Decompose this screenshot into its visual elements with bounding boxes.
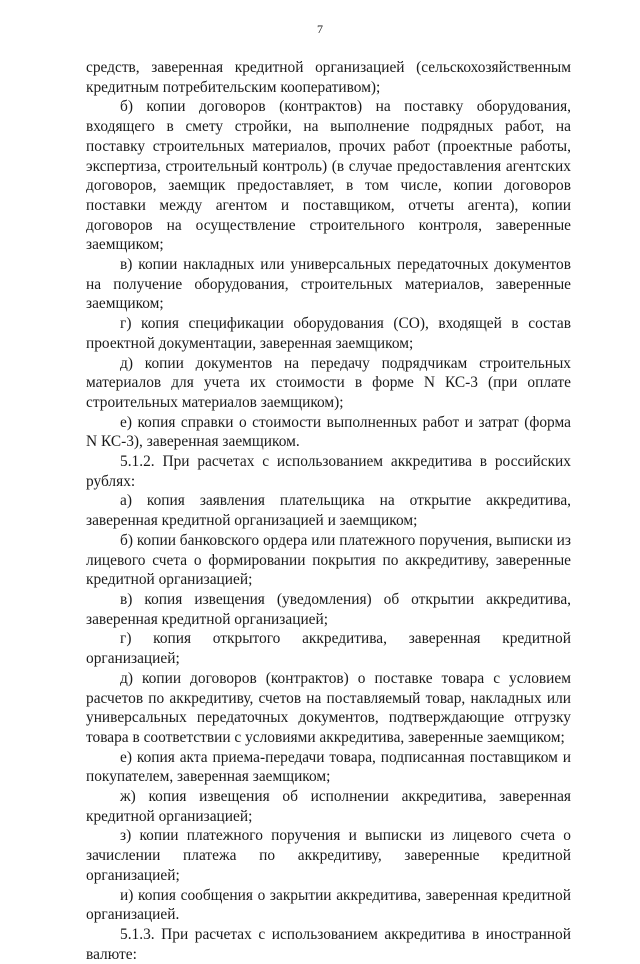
page-number: 7 <box>317 22 323 36</box>
paragraph: е) копия акта приема-передачи товара, подписанная поставщиком и покупателем, заверенная заемщиком; <box>86 748 571 786</box>
paragraph: д) копии документов на передачу подрядчикам строительных материалов для учета их стоимости в форме N КС-3 (при оплате строительных материалов заемщиком); <box>86 354 571 411</box>
section-heading: 5.1.3. При расчетах с использованием аккредитива в иностранной валюте: <box>86 925 571 963</box>
paragraph: е) копия справки о стоимости выполненных работ и затрат (форма N КС-3), заверенная заемщиком. <box>86 413 571 451</box>
paragraph: и) копия сообщения о закрытии аккредитива, заверенная кредитной организацией. <box>86 886 571 924</box>
paragraph: г) копия спецификации оборудования (СО), входящей в состав проектной документации, заверенная заемщиком; <box>86 315 571 352</box>
paragraph: в) копия извещения (уведомления) об открытии аккредитива, заверенная кредитной организацией; <box>86 590 571 628</box>
document-body <box>86 58 571 964</box>
paragraph: б) копии договоров (контрактов) на поставку оборудования, входящего в смету стройки, на выполнение подрядных работ, на поставку строительных материалов, прочих работ (проектные работы, экспертиза, строительный контроль) (в случае предоставления агентских договоров, заемщик предоставляет, в том числе, копии договоров поставки между агентом и поставщиком, отчеты агента), копии договоров на осуществление строительного контроля, заверенные заемщиком; <box>86 98 571 254</box>
paragraph: в) копии накладных или универсальных передаточных документов на получение оборудования, строительных материалов, заверенные заемщиком; <box>86 256 571 313</box>
section-heading: 5.1.2. При расчетах с использованием аккредитива в российских рублях: <box>86 453 571 490</box>
paragraph: средств, заверенная кредитной организацией (сельскохозяйственным кредитным потребительским кооперативом); <box>86 59 571 96</box>
paragraph: з) копии платежного поручения и выписки из лицевого счета о зачислении платежа по аккредитиву, заверенные кредитной организацией; <box>86 827 571 884</box>
paragraph: ж) копия извещения об исполнении аккредитива, заверенная кредитной организацией; <box>86 788 571 825</box>
paragraph: а) копия заявления плательщика на открытие аккредитива, заверенная кредитной организацией и заемщиком; <box>86 492 571 530</box>
paragraph: д) копии договоров (контрактов) о поставке товара с условием расчетов по аккредитиву, счетов на поставляемый товар, накладных или универсальных передаточных документов, подтверждающие отгрузку товара в соответствии с условиями аккредитива, заверенные заемщиком; <box>86 669 571 746</box>
paragraph: г) копия открытого аккредитива, заверенная кредитной организацией; <box>86 630 571 668</box>
paragraph: б) копии банковского ордера или платежного поручения, выписки из лицевого счета о формировании покрытия по аккредитиву, заверенные кредитной организацией; <box>86 531 571 589</box>
